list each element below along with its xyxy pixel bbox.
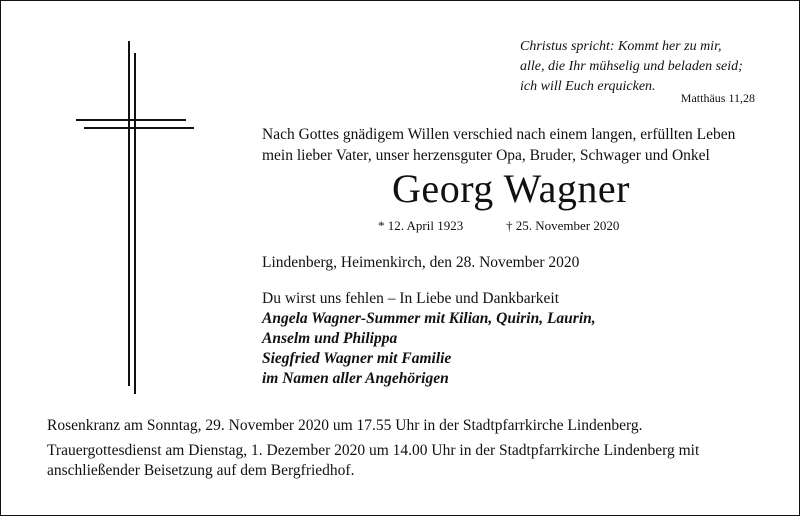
rosary-info: Rosenkranz am Sonntag, 29. November 2020 um 17.55 Uhr in der Stadtpfarrkirche Lindenberg. xyxy=(47,417,643,434)
funeral-info: Trauergottesdienst am Dienstag, 1. Dezember 2020 um 14.00 Uhr in der Stadtpfarrkirche Lindenberg mit anschließender Beisetzung auf dem Bergfriedhof. xyxy=(47,442,700,479)
place-and-date: Lindenberg, Heimenkirch, den 28. November 2020 xyxy=(262,254,580,271)
intro-line-1: Nach Gottes gnädigem Willen verschied nach einem langen, erfüllten Leben xyxy=(262,126,736,143)
cross-horizontal-bar xyxy=(76,119,186,121)
cross-vertical-shadow xyxy=(134,53,136,394)
quote-line: Christus spricht: Kommt her zu mir, xyxy=(520,39,722,54)
quote-line: alle, die Ihr mühselig und beladen seid; xyxy=(520,59,743,74)
family-line: im Namen aller Angehörigen xyxy=(262,370,449,387)
mourners-block xyxy=(262,289,782,389)
bible-quote xyxy=(520,37,770,97)
birth-date: * 12. April 1923 xyxy=(378,218,464,233)
quote-line: ich will Euch erquicken. xyxy=(520,79,656,94)
quote-reference: Matthäus 11,28 xyxy=(680,91,755,105)
cross-vertical-bar xyxy=(128,41,130,386)
family-line: Angela Wagner-Summer mit Kilian, Quirin, Laurin, xyxy=(262,310,596,327)
cross-horizontal-shadow xyxy=(84,127,194,129)
intro-text xyxy=(262,124,782,166)
mourners-heading: Du wirst uns fehlen – In Liebe und Dankbarkeit xyxy=(262,290,560,307)
family-line: Siegfried Wagner mit Familie xyxy=(262,350,452,367)
deceased-name: Georg Wagner xyxy=(392,166,630,211)
family-line: Anselm und Philippa xyxy=(262,330,398,347)
intro-line-2: mein lieber Vater, unser herzensguter Opa, Bruder, Schwager und Onkel xyxy=(262,147,710,164)
death-date: † 25. November 2020 xyxy=(506,218,620,233)
service-info xyxy=(47,416,762,481)
